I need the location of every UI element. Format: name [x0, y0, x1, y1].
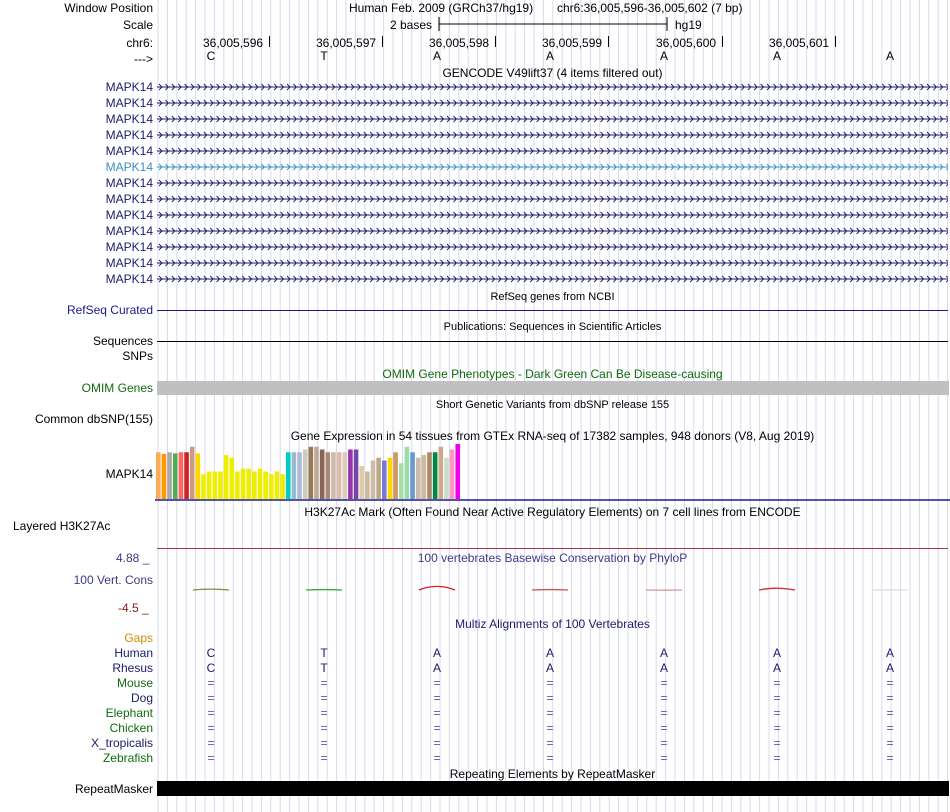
omim-feature-bar[interactable] [157, 381, 949, 395]
gencode-item-label[interactable]: MAPK14 [105, 176, 153, 190]
refseq-label[interactable]: RefSeq Curated [66, 303, 153, 317]
gtex-tissue-bar[interactable] [167, 452, 172, 499]
refseq-title: RefSeq genes from NCBI [490, 291, 615, 303]
alignment-base: = [886, 751, 894, 765]
sequence-base: A [432, 49, 442, 63]
gtex-tissue-bar[interactable] [388, 458, 393, 499]
gencode-transcript[interactable] [157, 194, 948, 203]
alignment-base: A [885, 646, 895, 660]
gencode-transcript[interactable] [157, 162, 948, 171]
gtex-tissue-bar[interactable] [269, 474, 274, 499]
phylop-base-score[interactable] [759, 588, 795, 590]
alignment-base: = [886, 676, 894, 690]
gencode-transcript[interactable] [157, 114, 948, 123]
gencode-transcript[interactable] [157, 178, 948, 187]
ruler-position: 36,005,601 [769, 36, 830, 50]
alignment-base: = [546, 751, 554, 765]
alignment-base: = [207, 736, 215, 750]
gtex-title: Gene Expression in 54 tissues from GTEx RNA-seq of 17382 samples, 948 donors (V8, Aug 2019) [290, 429, 815, 443]
chrom-label: chr6: [126, 36, 153, 50]
alignment-base: = [546, 691, 554, 705]
gtex-tissue-bar[interactable] [252, 472, 257, 500]
alignment-base: = [433, 736, 441, 750]
alignment-base: A [659, 646, 669, 660]
alignment-base: A [545, 646, 555, 660]
position-text: chr6:36,005,596-36,005,602 (7 bp) [557, 1, 743, 15]
gtex-tissue-bar[interactable] [241, 469, 246, 499]
alignment-base: = [660, 691, 668, 705]
ruler-position: 36,005,599 [542, 36, 603, 50]
h3k27ac-label[interactable]: Layered H3K27Ac [13, 519, 111, 533]
gtex-tissue-bar[interactable] [331, 452, 336, 499]
alignment-base: T [320, 646, 328, 660]
alignment-base: = [886, 706, 894, 720]
alignment-base: = [773, 721, 781, 735]
gencode-title: GENCODE V49lift37 (4 items filtered out) [442, 66, 663, 80]
alignment-base: = [433, 751, 441, 765]
db-text: hg19 [675, 18, 702, 32]
alignment-base: = [207, 691, 215, 705]
gtex-tissue-bar[interactable] [365, 472, 370, 500]
species-label[interactable]: X_tropicalis [90, 736, 153, 750]
alignment-base: = [320, 706, 328, 720]
alignment-base: = [660, 721, 668, 735]
gencode-item-label[interactable]: MAPK14 [105, 272, 153, 286]
alignment-base: A [885, 661, 895, 675]
sequence-base: A [659, 49, 669, 63]
species-label[interactable]: Mouse [116, 676, 153, 690]
alignment-base: A [772, 661, 782, 675]
alignment-base: = [773, 706, 781, 720]
gtex-tissue-bar[interactable] [246, 469, 251, 499]
gtex-tissue-bar[interactable] [258, 469, 263, 499]
strand-label: ---> [134, 52, 153, 66]
gencode-item-label[interactable]: MAPK14 [105, 192, 153, 206]
gencode-item-label[interactable]: MAPK14 [105, 80, 153, 94]
gtex-bar-chart[interactable] [155, 441, 950, 503]
h3k27ac-signal-line[interactable] [157, 548, 948, 549]
gtex-tissue-bar[interactable] [359, 466, 364, 499]
gtex-tissue-bar[interactable] [405, 447, 410, 499]
alignment-base: = [773, 676, 781, 690]
alignment-base: A [545, 661, 555, 675]
gencode-transcript[interactable] [157, 146, 948, 155]
gencode-transcript[interactable] [157, 210, 948, 219]
sequence-base: A [885, 49, 895, 63]
ruler-tick [608, 36, 609, 47]
gtex-tissue-bar[interactable] [371, 461, 376, 500]
sequence-base: A [545, 49, 555, 63]
gtex-tissue-bar[interactable] [393, 452, 398, 499]
gtex-tissue-bar[interactable] [422, 455, 427, 499]
gtex-tissue-bar[interactable] [235, 472, 240, 500]
gtex-tissue-bar[interactable] [201, 474, 206, 499]
gencode-transcript[interactable] [157, 82, 948, 91]
gaps-label: Gaps [124, 631, 153, 645]
gencode-transcript[interactable] [157, 274, 948, 283]
ruler-tick [382, 36, 383, 47]
alignment-base: = [320, 751, 328, 765]
phylop-min-label: -4.5 _ [118, 601, 149, 615]
sequence-base: T [320, 49, 328, 63]
snps-label[interactable]: SNPs [122, 349, 153, 363]
alignment-base: = [660, 676, 668, 690]
gtex-tissue-bar[interactable] [382, 461, 387, 500]
gtex-tissue-bar[interactable] [320, 450, 325, 500]
sequence-base: C [206, 49, 216, 63]
gtex-tissue-bar[interactable] [173, 453, 178, 499]
species-label[interactable]: Chicken [109, 721, 153, 735]
alignment-base: = [546, 706, 554, 720]
gtex-tissue-bar[interactable] [314, 447, 319, 499]
alignment-base: = [886, 721, 894, 735]
alignment-base: = [320, 676, 328, 690]
h3k27ac-title: H3K27Ac Mark (Often Found Near Active Regulatory Elements) on 7 cell lines from ENCODE [304, 505, 801, 519]
ruler-position: 36,005,598 [429, 36, 490, 50]
alignment-base: = [546, 721, 554, 735]
alignment-base: = [433, 721, 441, 735]
alignment-base: C [206, 646, 216, 660]
ruler-tick [835, 36, 836, 47]
gtex-tissue-bar[interactable] [218, 472, 223, 500]
gencode-item-label[interactable]: MAPK14 [105, 224, 153, 238]
gencode-transcript[interactable] [157, 130, 948, 139]
publications-line[interactable] [157, 341, 948, 342]
alignment-base: = [660, 751, 668, 765]
alignment-base: = [433, 691, 441, 705]
gtex-tissue-bar[interactable] [297, 452, 302, 499]
alignment-base: = [320, 721, 328, 735]
species-label[interactable]: Zebrafish [102, 751, 153, 765]
gtex-tissue-bar[interactable] [354, 450, 359, 500]
gtex-tissue-bar[interactable] [162, 454, 167, 499]
multiz-title: Multiz Alignments of 100 Vertebrates [455, 617, 650, 631]
gtex-tissue-bar[interactable] [303, 450, 308, 500]
alignment-base: = [207, 706, 215, 720]
phylop-base-score[interactable] [419, 586, 455, 590]
ruler-position: 36,005,596 [203, 36, 264, 50]
assembly-text: Human Feb. 2009 (GRCh37/hg19) [349, 1, 534, 15]
gtex-tissue-bar[interactable] [439, 447, 444, 499]
gtex-tissue-bar[interactable] [348, 450, 353, 500]
species-label[interactable]: Dog [130, 691, 153, 705]
alignment-base: = [546, 676, 554, 690]
ruler-position: 36,005,600 [656, 36, 717, 50]
alignment-base: = [660, 706, 668, 720]
ruler-position: 36,005,597 [316, 36, 377, 50]
gtex-tissue-bar[interactable] [207, 472, 212, 500]
alignment-base: = [433, 676, 441, 690]
alignment-base: = [660, 736, 668, 750]
gtex-tissue-bar[interactable] [455, 444, 460, 499]
gtex-tissue-bar[interactable] [410, 452, 415, 499]
scale-label: Scale [122, 18, 153, 32]
species-label[interactable]: Elephant [105, 706, 153, 720]
gtex-tissue-bar[interactable] [224, 455, 229, 499]
omim-label[interactable]: OMIM Genes [81, 381, 153, 395]
phylop-label[interactable]: 100 Vert. Cons [73, 573, 153, 587]
gtex-tissue-bar[interactable] [213, 472, 218, 500]
phylop-signal[interactable] [155, 566, 950, 611]
alignment-base: = [886, 691, 894, 705]
alignment-base: = [207, 751, 215, 765]
gencode-item-label[interactable]: MAPK14 [105, 240, 153, 254]
gtex-tissue-bar[interactable] [376, 458, 381, 499]
gencode-transcript[interactable] [157, 226, 948, 235]
gtex-tissue-bar[interactable] [342, 452, 347, 499]
gtex-tissue-bar[interactable] [416, 458, 421, 499]
dbsnp-label[interactable]: Common dbSNP(155) [34, 412, 153, 426]
alignment-base: = [207, 676, 215, 690]
gencode-item-label[interactable]: MAPK14 [105, 128, 153, 142]
ruler-tick [722, 36, 723, 47]
gtex-tissue-bar[interactable] [326, 452, 331, 499]
alignment-base: = [773, 736, 781, 750]
gtex-tissue-bar[interactable] [399, 463, 404, 499]
gtex-tissue-bar[interactable] [444, 458, 449, 499]
gtex-tissue-bar[interactable] [286, 452, 291, 499]
species-label[interactable]: Rhesus [112, 661, 153, 675]
gencode-transcript[interactable] [157, 98, 948, 107]
publications-title: Publications: Sequences in Scientific Articles [443, 321, 662, 333]
alignment-base: = [546, 736, 554, 750]
ruler-tick [269, 36, 270, 47]
alignment-base: = [320, 736, 328, 750]
sequences-label[interactable]: Sequences [92, 334, 153, 348]
repeatmasker-feature-bar[interactable] [157, 781, 949, 796]
sequence-base: A [772, 49, 782, 63]
gtex-tissue-bar[interactable] [427, 452, 432, 499]
gencode-item-label[interactable]: MAPK14 [105, 112, 153, 126]
repeatmasker-label[interactable]: RepeatMasker [74, 782, 153, 796]
ruler-tick [495, 36, 496, 47]
repeatmasker-title: Repeating Elements by RepeatMasker [449, 767, 656, 781]
gtex-tissue-bar[interactable] [184, 452, 189, 499]
gencode-transcript[interactable] [157, 258, 948, 267]
alignment-base: = [433, 706, 441, 720]
gencode-item-label[interactable]: MAPK14 [105, 160, 153, 174]
phylop-title: 100 vertebrates Basewise Conservation by PhyloP [417, 551, 688, 565]
alignment-base: = [773, 691, 781, 705]
gtex-tissue-bar[interactable] [179, 452, 184, 499]
gtex-tissue-bar[interactable] [275, 472, 280, 500]
gtex-tissue-bar[interactable] [292, 452, 297, 499]
gencode-item-label[interactable]: MAPK14 [105, 208, 153, 222]
alignment-base: A [432, 646, 442, 660]
species-label[interactable]: Human [114, 646, 153, 660]
omim-title: OMIM Gene Phenotypes - Dark Green Can Be Disease-causing [382, 367, 723, 381]
gtex-tissue-bar[interactable] [450, 450, 455, 500]
gtex-tissue-bar[interactable] [263, 472, 268, 500]
gencode-item-label[interactable]: MAPK14 [105, 96, 153, 110]
phylop-base-score[interactable] [193, 589, 229, 590]
gencode-item-label[interactable]: MAPK14 [105, 256, 153, 270]
alignment-base: = [207, 721, 215, 735]
alignment-base: = [320, 691, 328, 705]
window-position-label: Window Position [64, 1, 153, 15]
gencode-transcript[interactable] [157, 242, 948, 251]
gtex-tissue-bar[interactable] [196, 453, 201, 499]
scale-bar [438, 17, 670, 33]
gtex-tissue-bar[interactable] [280, 474, 285, 499]
refseq-gene-line[interactable] [157, 310, 948, 311]
gtex-label[interactable]: MAPK14 [105, 467, 153, 481]
alignment-base: A [432, 661, 442, 675]
gtex-tissue-bar[interactable] [433, 452, 438, 499]
gencode-item-label[interactable]: MAPK14 [105, 144, 153, 158]
gtex-tissue-bar[interactable] [190, 447, 195, 499]
scale-text: 2 bases [390, 18, 433, 32]
gtex-tissue-bar[interactable] [337, 452, 342, 499]
alignment-base: C [206, 661, 216, 675]
alignment-base: A [772, 646, 782, 660]
dbsnp-title: Short Genetic Variants from dbSNP release 155 [435, 399, 670, 411]
gtex-tissue-bar[interactable] [309, 447, 314, 499]
gtex-tissue-bar[interactable] [229, 458, 234, 499]
alignment-base: A [659, 661, 669, 675]
alignment-base: T [320, 661, 328, 675]
gtex-tissue-bar[interactable] [156, 452, 161, 499]
alignment-base: = [886, 736, 894, 750]
phylop-max-label: 4.88 _ [116, 551, 150, 565]
alignment-base: = [773, 751, 781, 765]
